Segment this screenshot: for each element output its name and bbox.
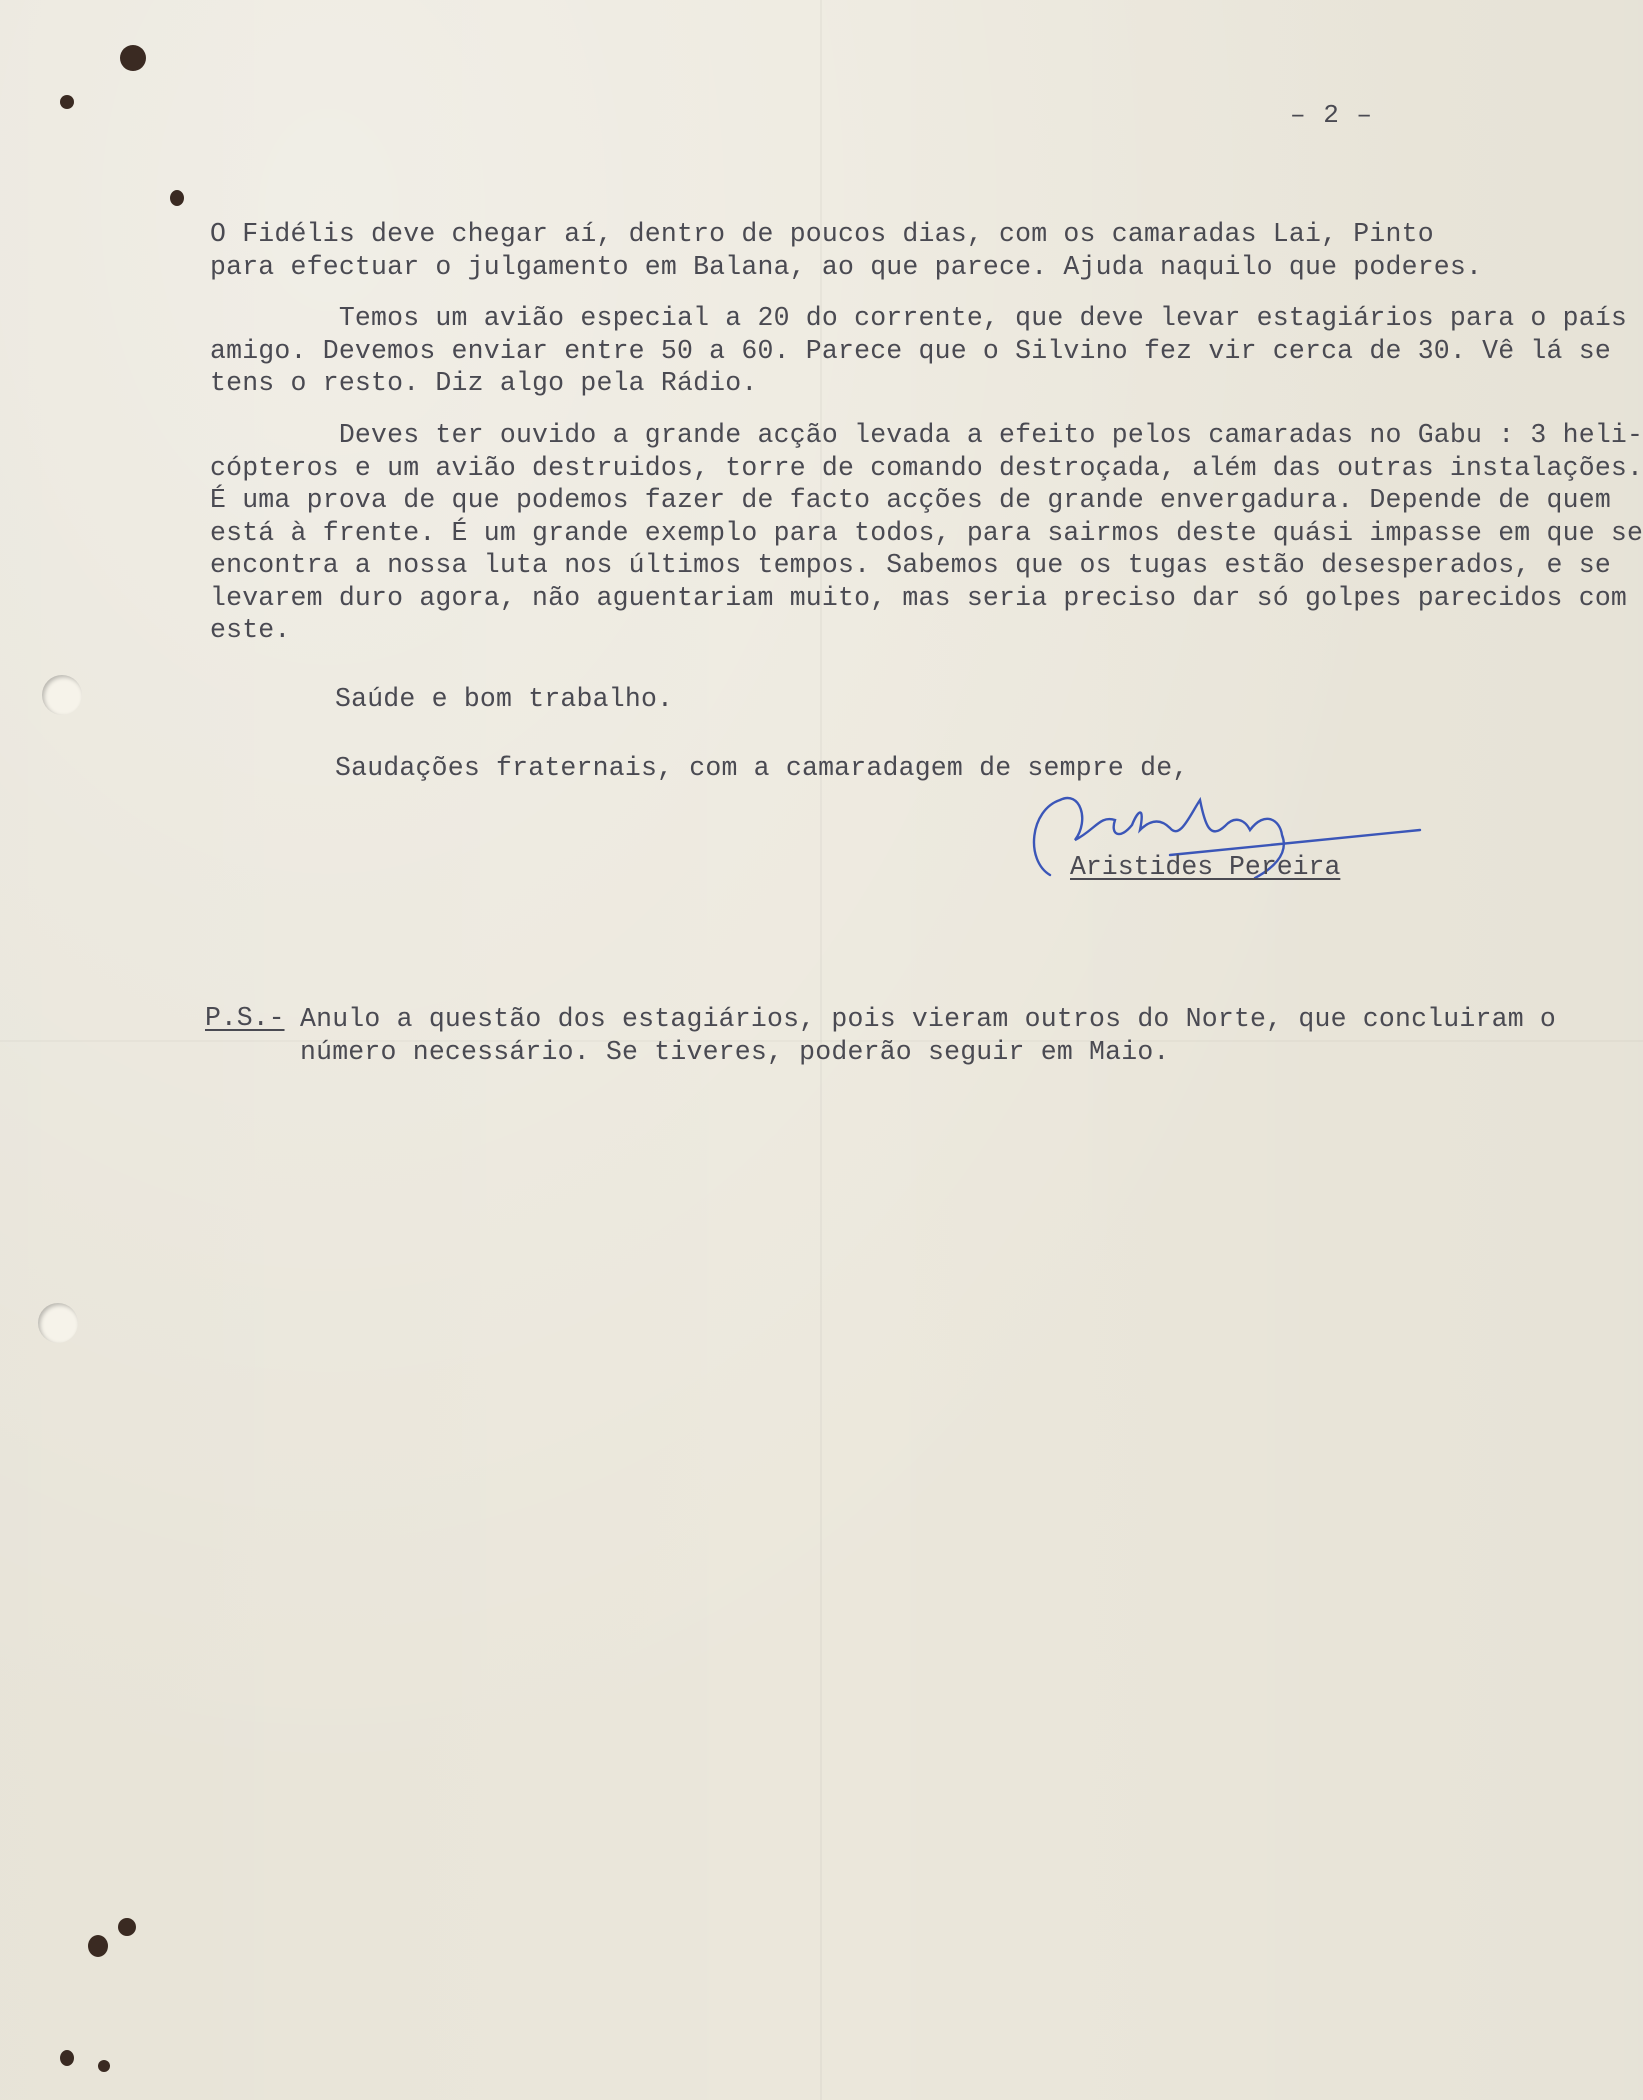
rust-stain (118, 1918, 136, 1936)
paragraph-fidelis: O Fidélis deve chegar aí, dentro de poucos dias, com os camaradas Lai, Pinto para efectuar o julgamento em Balana, ao que parece. Ajuda naquilo que poderes. (210, 219, 1483, 282)
signatory-name: Aristides Pereira (1070, 852, 1341, 882)
punch-hole (38, 1303, 78, 1343)
page-number: – 2 – (1290, 100, 1374, 130)
paragraph-accao-gabu: Deves ter ouvido a grande acção levada a efeito pelos camaradas no Gabu : 3 heli- cópteros e um avião destruidos, torre de comando destroçada, além das outras instalações. É uma prova de que podemos fazer de facto acções de grande envergadura. Depende de quem está à frente. É um grande exemplo para todos, para sairmos deste quási impasse em que se encontra a nossa luta nos últimos tempos. Sabemos que os tugas estão desesperados, e se levarem duro agora, não aguentariam muito, mas seria preciso dar só golpes parecidos com este. (210, 420, 1643, 645)
postscript-text: Anulo a questão dos estagiários, pois vieram outros do Norte, que concluiram o número necessário. Se tiveres, poderão seguir em Maio. (300, 1004, 1557, 1067)
postscript-label: P.S.- (205, 1003, 285, 1033)
paragraph-aviao-especial: Temos um avião especial a 20 do corrente, que deve levar estagiários para o país amigo. Devemos enviar entre 50 a 60. Parece que o Silvino fez vir cerca de 30. Vê lá se tens o resto. Diz algo pela Rádio. (210, 303, 1628, 398)
rust-stain (98, 2060, 110, 2072)
rust-stain (88, 1935, 108, 1957)
rust-stain (60, 95, 74, 109)
rust-stain (60, 2050, 74, 2066)
closing-greeting: Saúde e bom trabalho. (335, 684, 674, 714)
rust-stain (170, 190, 184, 206)
closing-salutation: Saudações fraternais, com a camaradagem de sempre de, (335, 753, 1189, 783)
punch-hole (42, 675, 82, 715)
rust-stain (120, 45, 146, 71)
